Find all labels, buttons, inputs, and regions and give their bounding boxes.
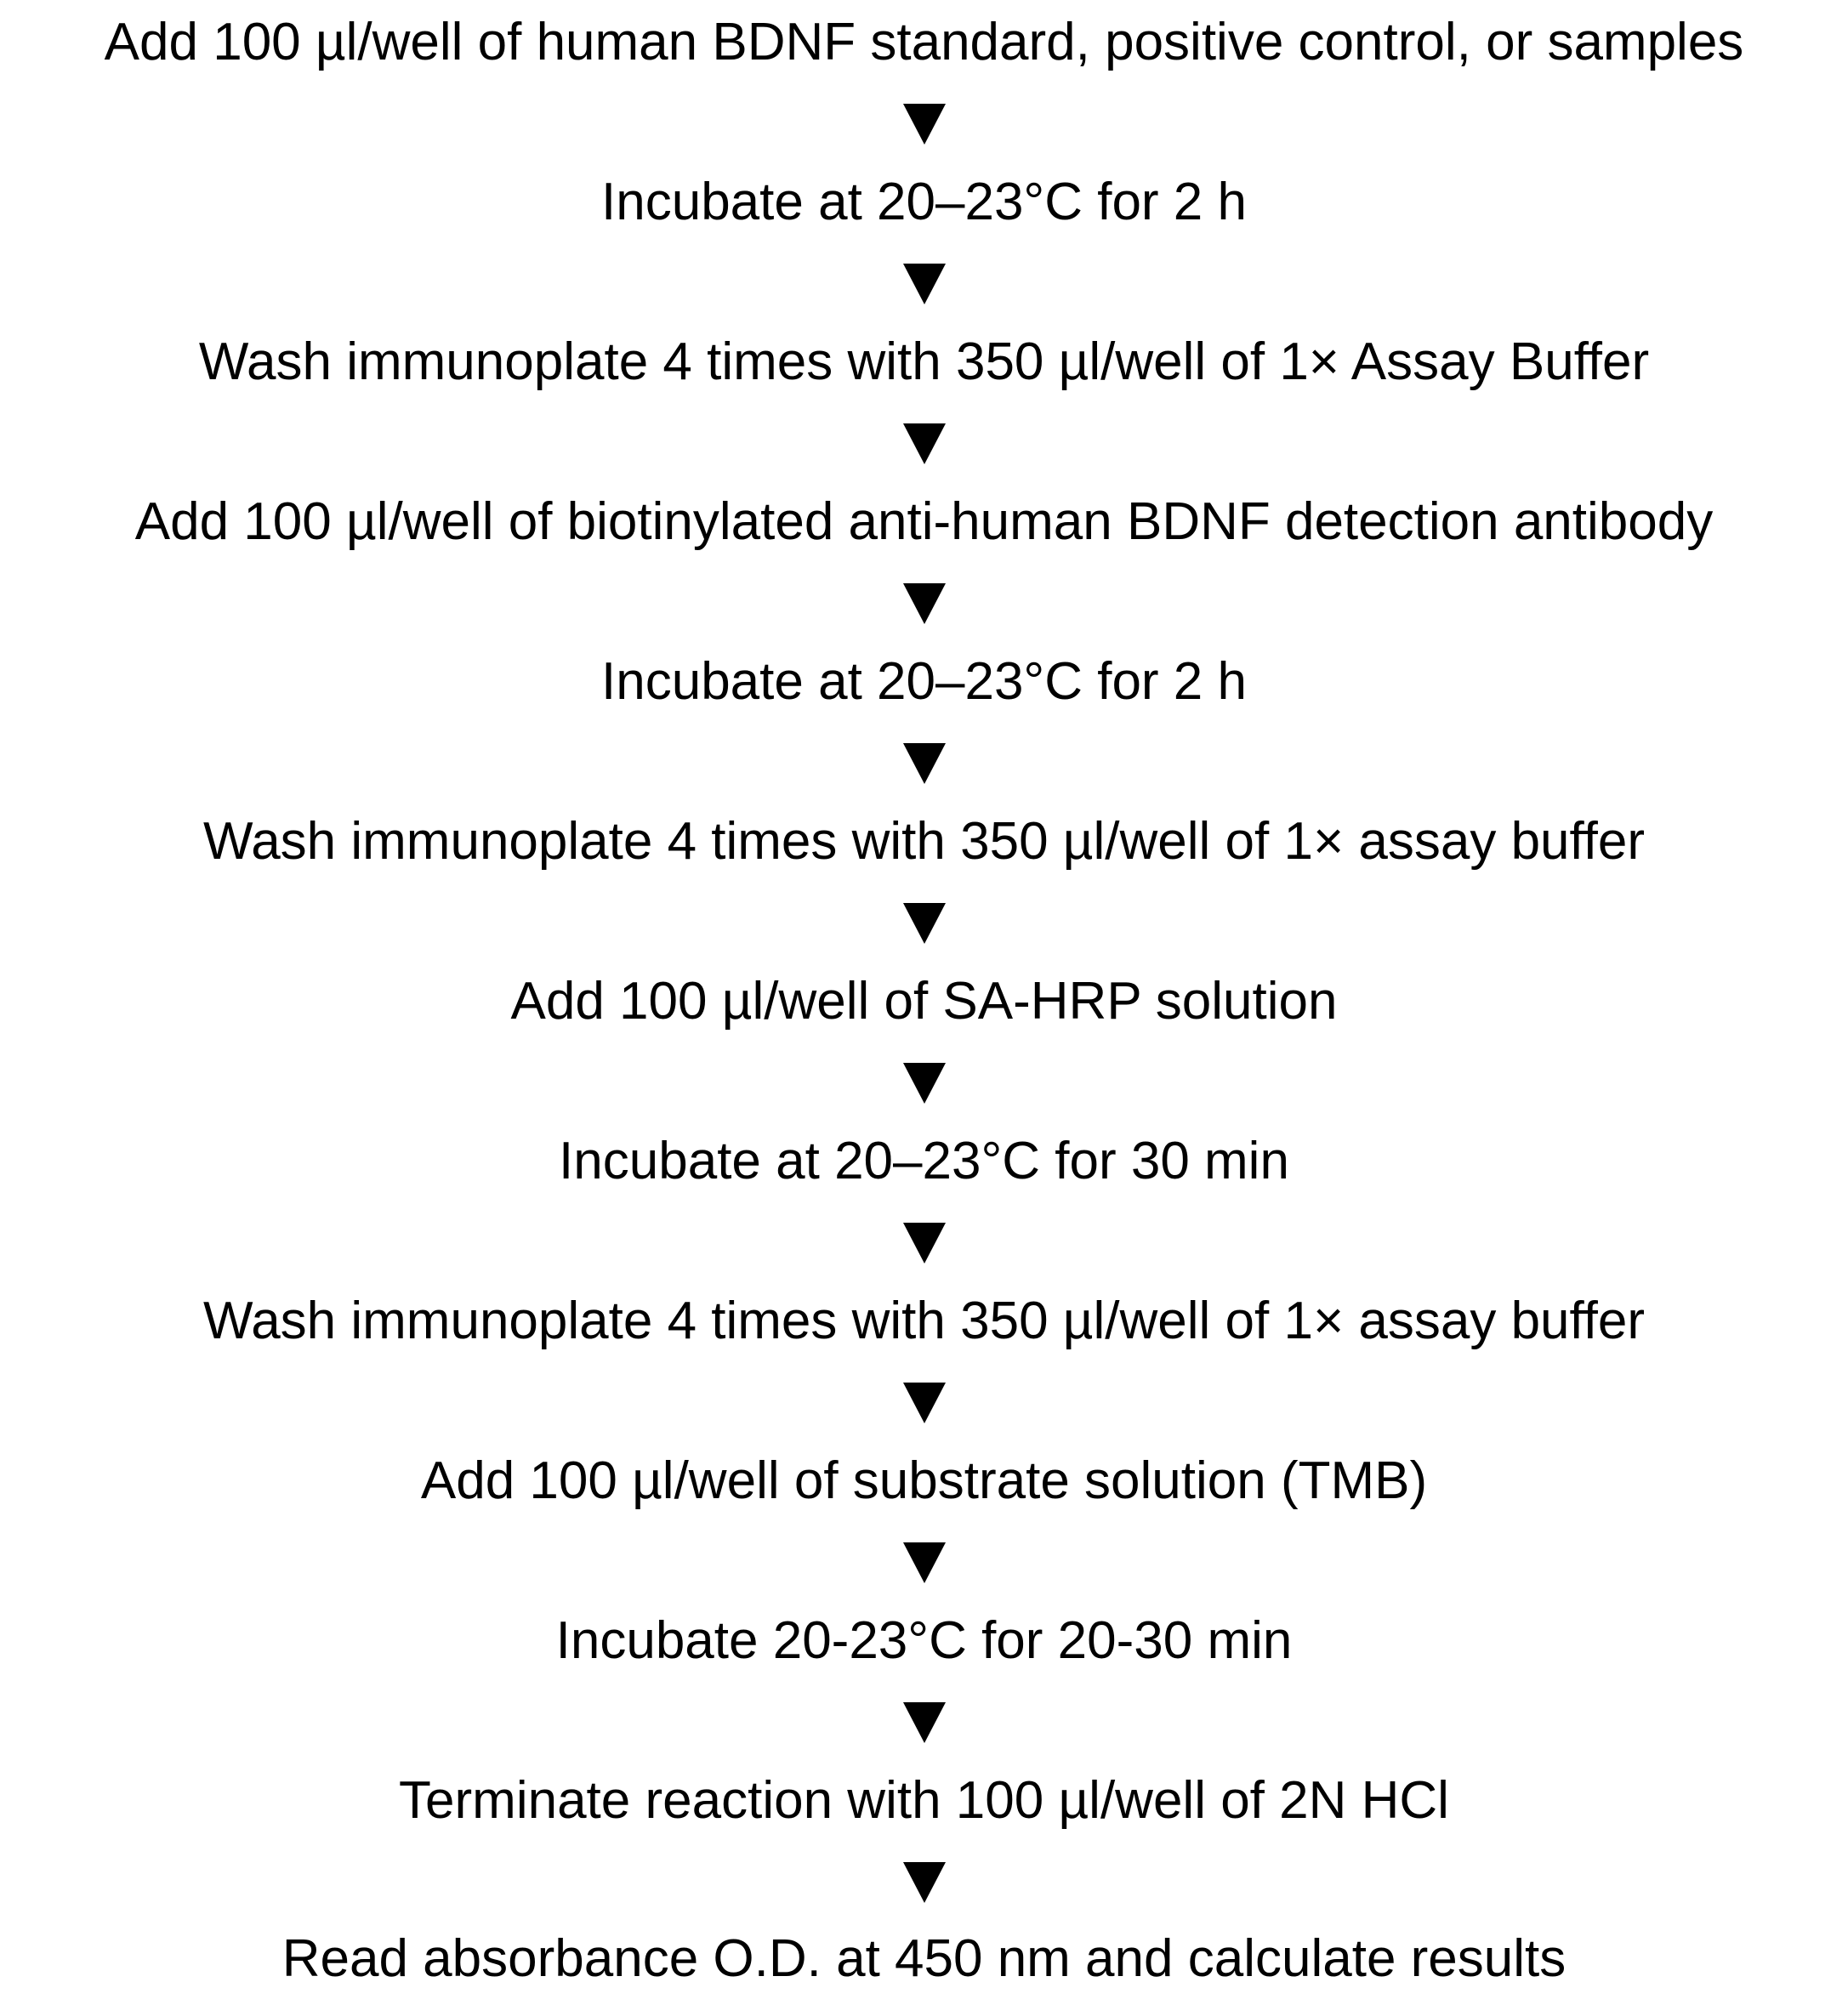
down-arrow-icon: [903, 1383, 946, 1423]
step-6: Wash immunoplate 4 times with 350 µl/well of 1× assay buffer: [202, 812, 1645, 871]
step-11: Incubate 20-23°C for 20-30 min: [555, 1611, 1293, 1670]
down-arrow-icon: [903, 1063, 946, 1104]
step-5: Incubate at 20–23°C for 2 h: [601, 652, 1247, 711]
down-arrow-icon: [903, 583, 946, 624]
down-arrow-icon: [903, 903, 946, 944]
step-8: Incubate at 20–23°C for 30 min: [559, 1132, 1289, 1190]
down-arrow-icon: [903, 743, 946, 784]
down-arrow-icon: [903, 104, 946, 145]
step-9: Wash immunoplate 4 times with 350 µl/well of 1× assay buffer: [202, 1292, 1645, 1350]
step-7: Add 100 µl/well of SA-HRP solution: [510, 972, 1338, 1031]
step-2: Incubate at 20–23°C for 2 h: [601, 173, 1247, 231]
step-1: Add 100 µl/well of human BDNF standard, positive control, or samples: [104, 13, 1744, 71]
step-3: Wash immunoplate 4 times with 350 µl/well of 1× Assay Buffer: [198, 332, 1650, 391]
down-arrow-icon: [903, 1542, 946, 1583]
step-10: Add 100 µl/well of substrate solution (TMB): [420, 1451, 1428, 1510]
down-arrow-icon: [903, 1223, 946, 1264]
step-4: Add 100 µl/well of biotinylated anti-human BDNF detection antibody: [134, 492, 1714, 551]
down-arrow-icon: [903, 1702, 946, 1743]
down-arrow-icon: [903, 423, 946, 464]
step-12: Terminate reaction with 100 µl/well of 2N HCl: [399, 1771, 1449, 1830]
step-13: Read absorbance O.D. at 450 nm and calculate results: [281, 1929, 1567, 1988]
down-arrow-icon: [903, 1862, 946, 1903]
down-arrow-icon: [903, 264, 946, 304]
